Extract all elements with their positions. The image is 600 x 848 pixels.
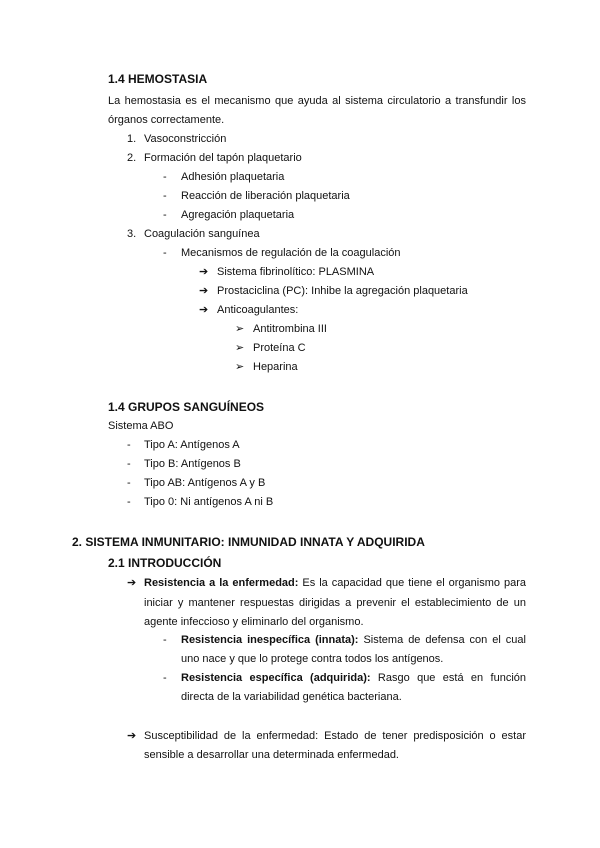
inespecifica-definition: Sistema de defensa con el cual (358, 634, 526, 646)
dash-bullet: - (163, 672, 167, 684)
dash-bullet: - (163, 171, 167, 183)
arrow-bullet-icon: ➔ (127, 730, 137, 742)
coag-sub-item: Mecanismos de regulación de la coagulación (181, 247, 401, 259)
grupo-item: Tipo A: Antígenos A (144, 439, 240, 451)
introduccion-heading: 2.1 INTRODUCCIÓN (108, 556, 222, 570)
arrow-bullet-icon: ➔ (199, 266, 209, 278)
step-number: 2. (127, 152, 137, 164)
step-number: 3. (127, 228, 137, 240)
dash-bullet: - (127, 477, 131, 489)
dash-bullet: - (127, 439, 131, 451)
especifica-line2: directa de la variabilidad genética bacteriana. (181, 691, 402, 703)
arrowhead-bullet-icon: ➢ (235, 342, 245, 354)
anticoagulante-item: Proteína C (253, 342, 306, 354)
step-text: Coagulación sanguínea (144, 228, 260, 240)
step-text: Vasoconstricción (144, 133, 227, 145)
susceptibilidad-line1: Susceptibilidad de la enfermedad: Estado de tener predisposición o estar (144, 730, 526, 742)
hemostasia-intro-line2: órganos correctamente. (108, 114, 225, 126)
grupo-item: Tipo AB: Antígenos A y B (144, 477, 266, 489)
arrowhead-bullet-icon: ➢ (235, 361, 245, 373)
tapon-sub-item: Agregación plaquetaria (181, 209, 295, 221)
especifica-definition: Rasgo que está en función (370, 672, 526, 684)
dash-bullet: - (163, 247, 167, 259)
step-number: 1. (127, 133, 137, 145)
dash-bullet: - (163, 209, 167, 221)
resistencia-line2: iniciar y mantener respuestas dirigidas a prevenir el establecimiento de un (144, 597, 526, 609)
resistencia-line1 (144, 576, 526, 590)
tapon-sub-item: Adhesión plaquetaria (181, 171, 285, 183)
dash-bullet: - (127, 458, 131, 470)
arrow-bullet-icon: ➔ (199, 304, 209, 316)
especifica-line1 (181, 671, 526, 685)
sistema-heading: 2. SISTEMA INMUNITARIO: INMUNIDAD INNATA Y ADQUIRIDA (72, 535, 425, 549)
mecanismo-item: Anticoagulantes: (217, 304, 299, 316)
dash-bullet: - (163, 634, 167, 646)
mecanismo-item: Prostaciclina (PC): Inhibe la agregación plaquetaria (217, 285, 468, 297)
tapon-sub-item: Reacción de liberación plaquetaria (181, 190, 350, 202)
anticoagulante-item: Antitrombina III (253, 323, 327, 335)
arrow-bullet-icon: ➔ (199, 285, 209, 297)
dash-bullet: - (163, 190, 167, 202)
hemostasia-heading: 1.4 HEMOSTASIA (108, 72, 208, 86)
resistencia-term: Resistencia a la enfermedad: (144, 577, 299, 589)
arrowhead-bullet-icon: ➢ (235, 323, 245, 335)
grupos-system: Sistema ABO (108, 420, 174, 432)
inespecifica-term: Resistencia inespecífica (innata): (181, 634, 359, 646)
hemostasia-intro-line1: La hemostasia es el mecanismo que ayuda al sistema circulatorio a transfundir los (108, 95, 526, 107)
resistencia-line3: agente infeccioso y eliminarlo del organismo. (144, 616, 364, 628)
especifica-term: Resistencia específica (adquirida): (181, 672, 371, 684)
grupo-item: Tipo B: Antígenos B (144, 458, 241, 470)
mecanismo-item: Sistema fibrinolítico: PLASMINA (217, 266, 375, 278)
susceptibilidad-line2: sensible a desarrollar una determinada enfermedad. (144, 749, 399, 761)
arrow-bullet-icon: ➔ (127, 577, 137, 589)
anticoagulante-item: Heparina (253, 361, 298, 373)
inespecifica-line1 (181, 633, 526, 647)
inespecifica-line2: uno nace y que lo protege contra todos los antígenos. (181, 653, 444, 665)
dash-bullet: - (127, 496, 131, 508)
grupo-item: Tipo 0: Ni antígenos A ni B (144, 496, 274, 508)
grupos-heading: 1.4 GRUPOS SANGUÍNEOS (108, 400, 265, 414)
resistencia-definition: Es la capacidad que tiene el organismo para (298, 577, 527, 589)
step-text: Formación del tapón plaquetario (144, 152, 302, 164)
